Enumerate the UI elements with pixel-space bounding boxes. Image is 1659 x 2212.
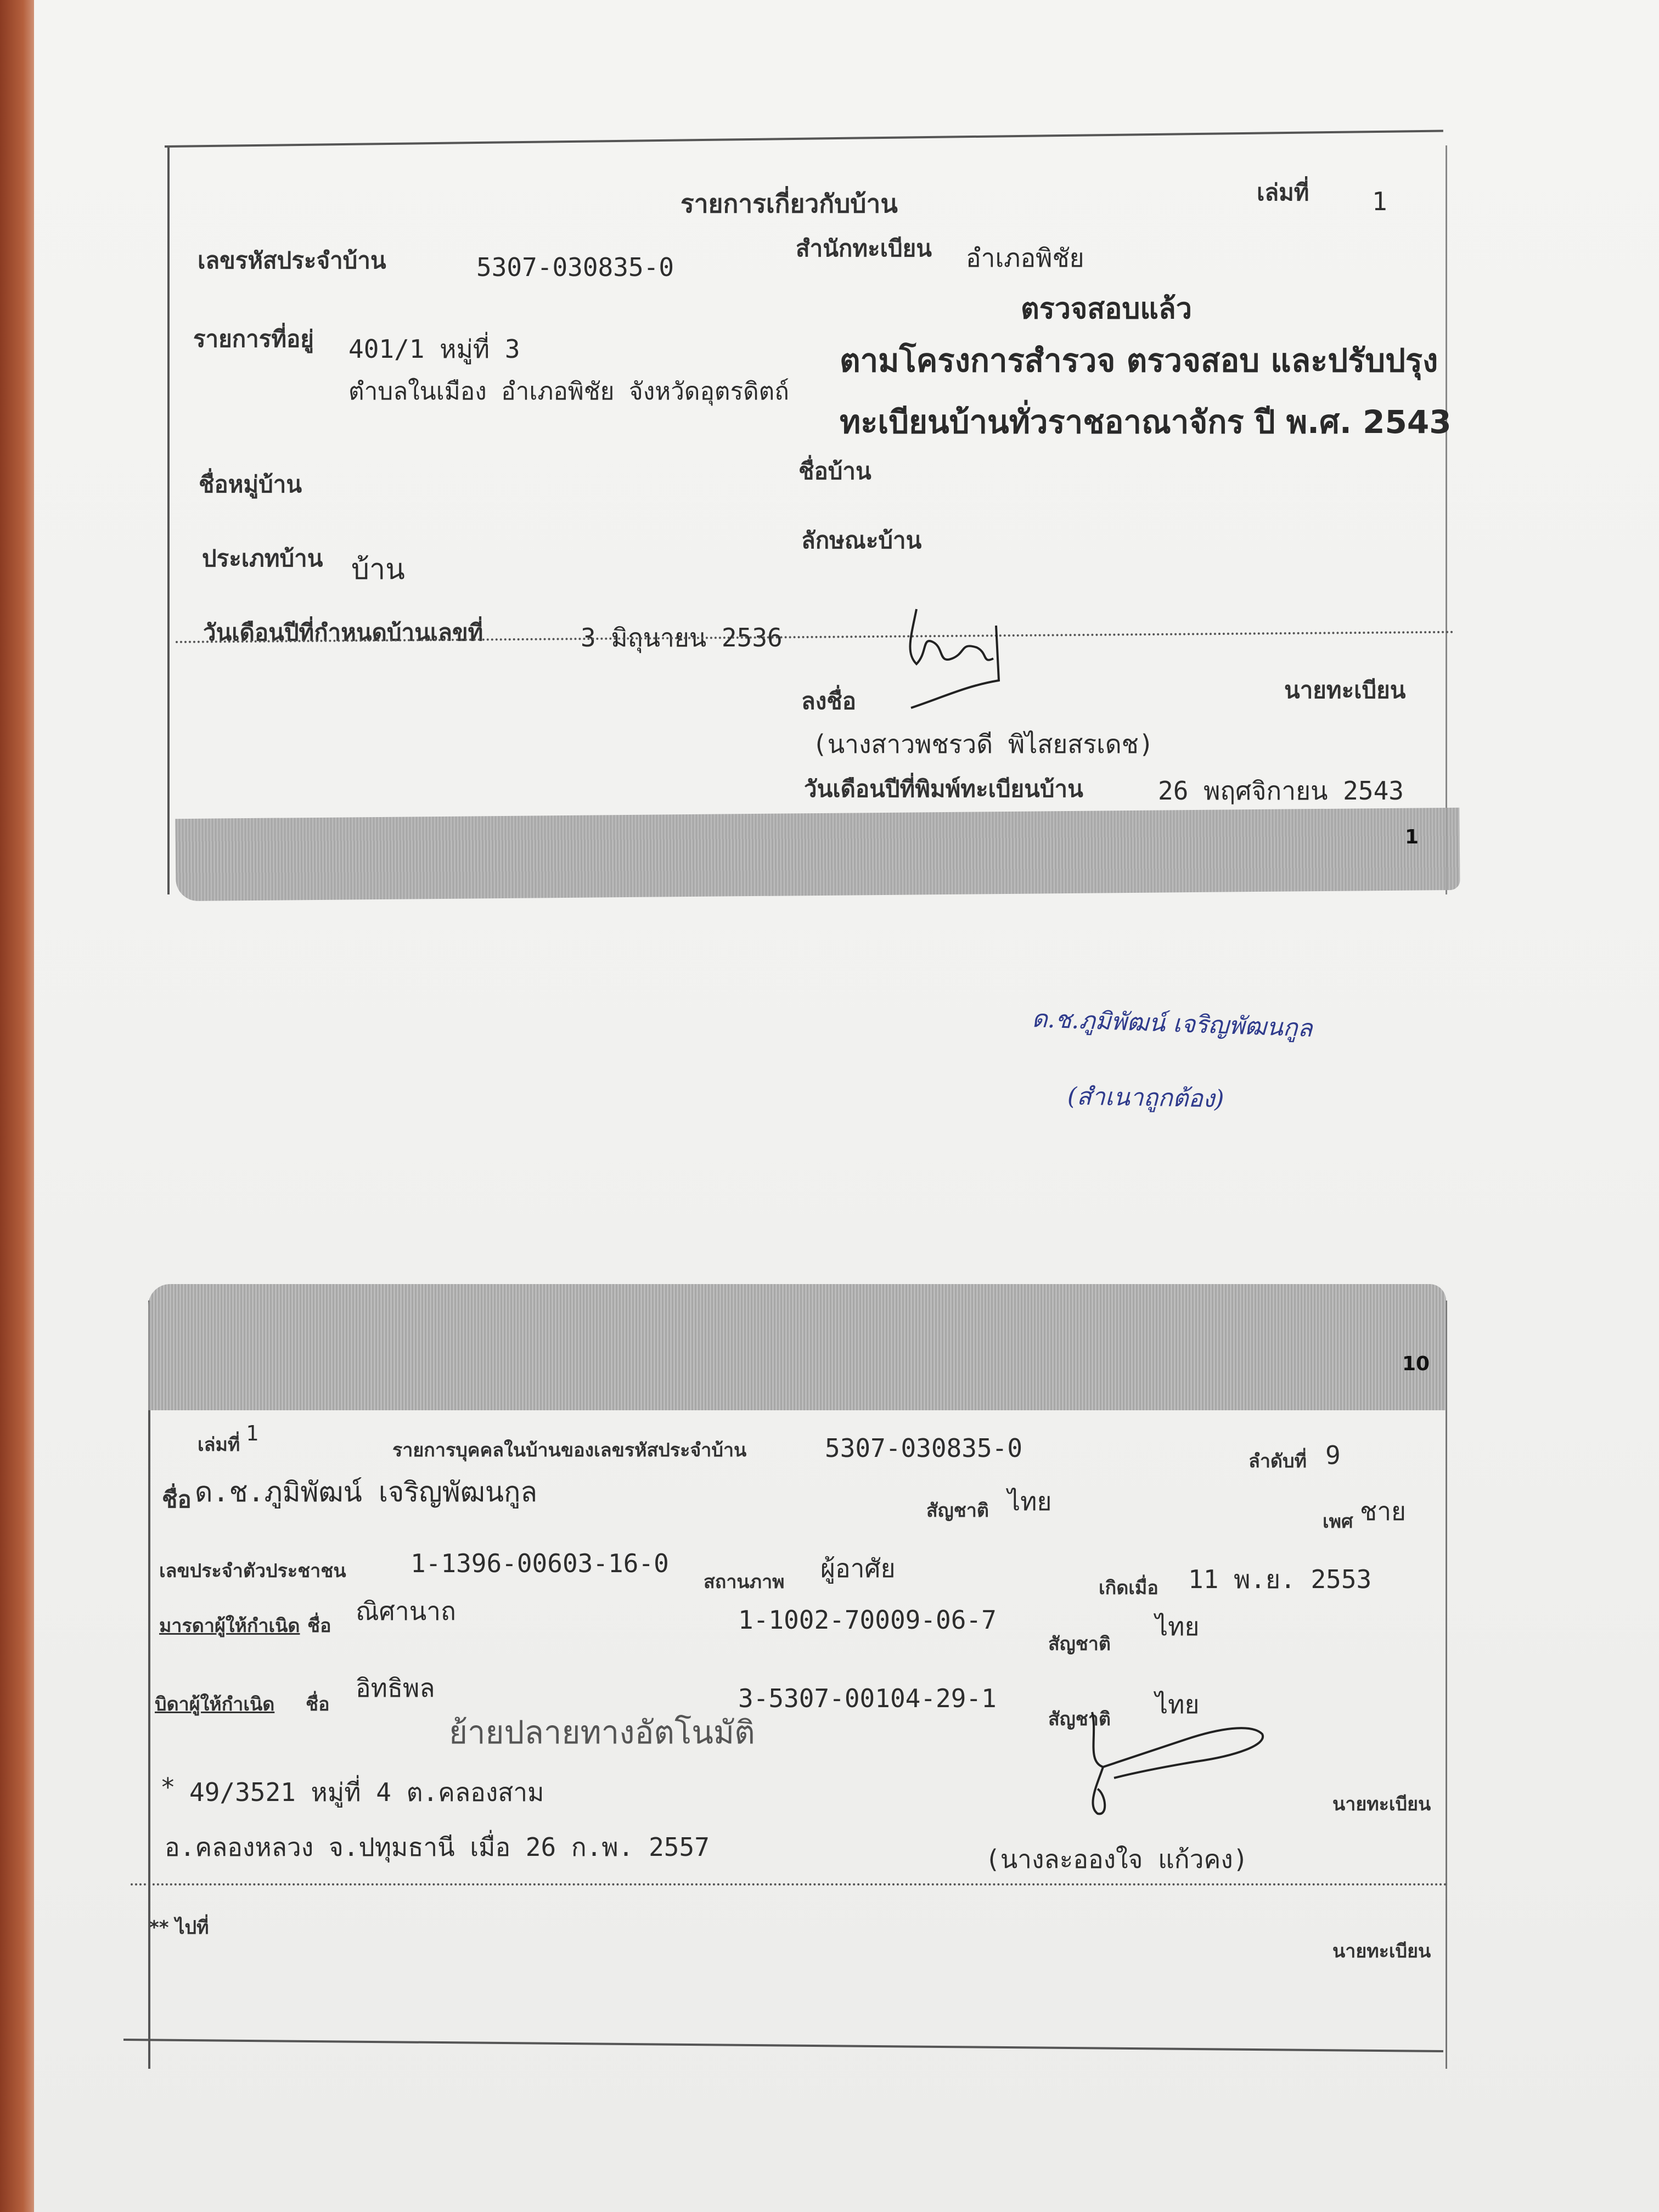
address-line1: 401/1 หมู่ที่ 3 [348, 334, 520, 364]
order-value: 9 [1325, 1440, 1341, 1470]
father-name: อิทธิพล [356, 1673, 435, 1703]
print-date-label: วันเดือนปีที่พิมพ์ทะเบียนบ้าน [804, 775, 1083, 802]
number-assigned-date-label: วันเดือนปีที่กำหนดบ้านเลขที่ [203, 619, 483, 646]
id-number: 1-1396-00603-16-0 [410, 1549, 669, 1578]
verified-stamp-line1: ตามโครงการสำรวจ ตรวจสอบ และปรับปรุง [840, 342, 1438, 379]
moved-to-label: ** ไปที่ [149, 1917, 209, 1939]
moved-from-line2: อ.คลองหลวง จ.ปทุมธานี เมื่อ 26 ก.พ. 2557 [165, 1832, 710, 1862]
status-label: สถานภาพ [704, 1571, 785, 1593]
person-house-code: 5307-030835-0 [825, 1433, 1023, 1463]
address-line2: ตำบลในเมือง อำเภอพิชัย จังหวัดอุตรดิตถ์ [348, 378, 789, 406]
house-feature-label: ลักษณะบ้าน [801, 527, 922, 554]
village-name-label: ชื่อหมู่บ้าน [199, 471, 302, 498]
print-date: 26 พฤศจิกายน 2543 [1158, 776, 1404, 806]
person-registrar-label: นายทะเบียน [1332, 1793, 1431, 1815]
handwritten-certified: (สำเนาถูกต้อง) [1067, 1082, 1224, 1113]
nationality-label: สัญชาติ [926, 1500, 989, 1522]
mother-name: ณิศานาถ [356, 1596, 456, 1626]
person-registrar-label-bottom: นายทะเบียน [1332, 1940, 1431, 1962]
desk-background [0, 0, 38, 2212]
house-type-label: ประเภทบ้าน [202, 545, 323, 572]
mother-nationality: ไทย [1155, 1612, 1200, 1641]
house-code-label: เลขรหัสประจำบ้าน [198, 247, 386, 274]
father-name-label: ชื่อ [306, 1693, 330, 1715]
born-date: 11 พ.ย. 2553 [1188, 1564, 1372, 1594]
house-record-title: รายการเกี่ยวกับบ้าน [681, 189, 898, 218]
house-type: บ้าน [351, 553, 405, 586]
moved-from-line1: 49/3521 หมู่ที่ 4 ต.คลองสาม [189, 1777, 544, 1807]
nationality: ไทย [1008, 1487, 1052, 1516]
verified-stamp-title: ตรวจสอบแล้ว [1021, 292, 1192, 325]
id-label: เลขประจำตัวประชาชน [159, 1560, 346, 1582]
house-code: 5307-030835-0 [476, 252, 674, 282]
book-value: 1 [1372, 187, 1387, 216]
mother-label: มารดาผู้ให้กำเนิด [159, 1615, 300, 1637]
verified-stamp-line2: ทะเบียนบ้านทั่วราชอาณาจักร ปี พ.ศ. 2543 [840, 403, 1452, 441]
father-label: บิดาผู้ให้กำเนิด [155, 1693, 275, 1715]
number-assigned-date: 3 มิถุนายน 2536 [581, 623, 783, 652]
moved-auto-stamp: ย้ายปลายทางอัตโนมัติ [449, 1714, 755, 1751]
person-name: ด.ช.ภูมิพัฒน์ เจริญพัฒนกูล [195, 1476, 537, 1508]
mother-name-label: ชื่อ [307, 1615, 331, 1637]
person-book-label: เล่มที่ [198, 1434, 240, 1456]
sex: ชาย [1360, 1496, 1407, 1526]
registrar-signature-1 [900, 604, 1026, 713]
order-label: ลำดับที่ [1249, 1450, 1307, 1472]
father-nationality: ไทย [1155, 1690, 1200, 1719]
address-label: รายการที่อยู่ [193, 325, 314, 352]
mother-nationality-label: สัญชาติ [1048, 1633, 1111, 1655]
registrar-label: นายทะเบียน [1284, 677, 1406, 703]
father-nationality-label: สัญชาติ [1048, 1708, 1111, 1730]
book-label: เล่มที่ [1257, 179, 1309, 206]
mother-id: 1-1002-70009-06-7 [738, 1605, 997, 1635]
handwritten-name: ด.ช.ภูมิพัฒน์ เจริญพัฒนกูล [1031, 1005, 1313, 1043]
father-id: 3-5307-00104-29-1 [738, 1684, 997, 1713]
registry-office-label: สำนักทะเบียน [796, 235, 932, 262]
card1-footer-bar [175, 808, 1460, 901]
registrar-signature-2 [1054, 1701, 1273, 1822]
person-dotted-divider [131, 1883, 1448, 1885]
moved-from-prefix: * [160, 1772, 176, 1802]
house-name-label: ชื่อบ้าน [798, 458, 871, 485]
status: ผู้อาศัย [820, 1554, 896, 1583]
person-book-value: 1 [246, 1421, 258, 1445]
registry-office: อำเภอพิชัย [966, 243, 1084, 273]
name-label: ชื่อ [162, 1486, 192, 1513]
card2-header-bar [148, 1284, 1446, 1410]
signed-label: ลงชื่อ [801, 688, 856, 714]
person-record-page-number: 10 [1402, 1353, 1430, 1375]
registrar-name: (นางสาวพชรวดี พิไสยสรเดช) [812, 729, 1154, 759]
house-record-page-number: 1 [1405, 826, 1419, 848]
person-registrar-name: (นางละอองใจ แก้วคง) [985, 1844, 1249, 1874]
sex-label: เพศ [1323, 1511, 1353, 1533]
born-label: เกิดเมื่อ [1099, 1577, 1159, 1599]
person-record-title: รายการบุคคลในบ้านของเลขรหัสประจำบ้าน [392, 1439, 747, 1461]
